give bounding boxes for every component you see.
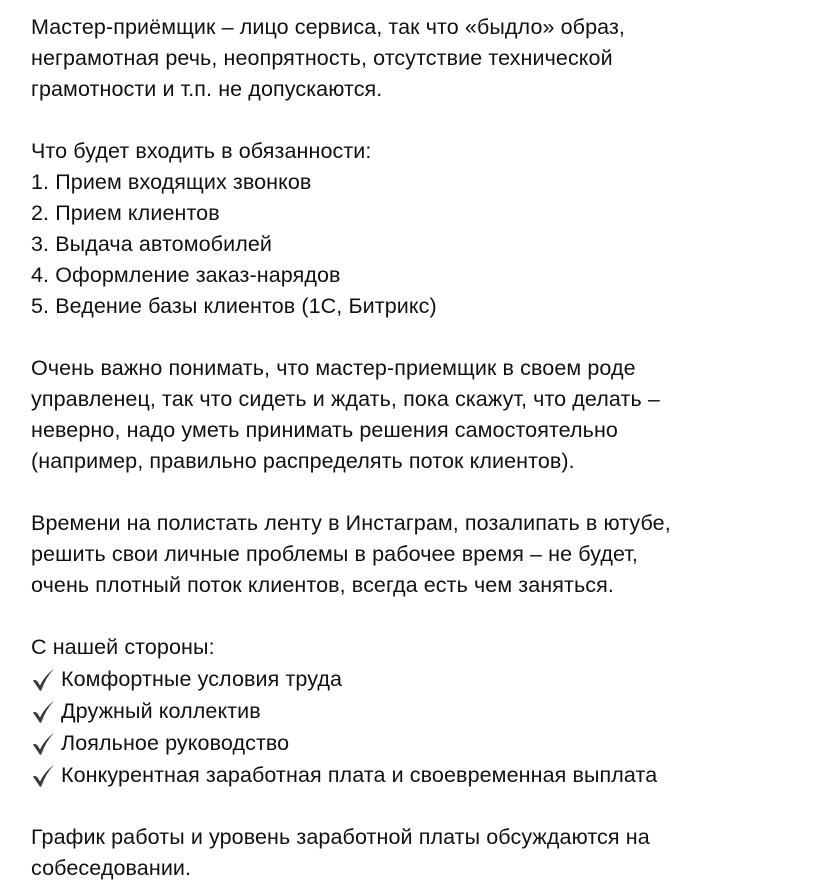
benefits-heading: С нашей стороны: bbox=[31, 635, 215, 659]
check-mark-icon bbox=[29, 697, 57, 725]
intro-paragraph bbox=[31, 12, 821, 105]
benefit-item bbox=[31, 663, 821, 695]
importance-line: Очень важно понимать, что мастер-приемщик в своем роде bbox=[31, 356, 636, 380]
workload-line: решить свои личные проблемы в рабочее время – не будет, bbox=[31, 542, 638, 566]
benefits-section bbox=[31, 632, 821, 791]
duties-section bbox=[31, 136, 821, 322]
intro-line: Мастер-приёмщик – лицо сервиса, так что «быдло» образ, bbox=[31, 15, 626, 39]
closing-paragraph bbox=[31, 822, 821, 884]
duty-item: 1. Прием входящих звонков bbox=[31, 170, 312, 194]
benefit-label: Конкурентная заработная плата и своевременная выплата bbox=[61, 762, 658, 787]
importance-paragraph bbox=[31, 353, 821, 477]
intro-line: грамотности и т.п. не допускаются. bbox=[31, 77, 383, 101]
closing-line: График работы и уровень заработной платы обсуждаются на bbox=[31, 825, 650, 849]
benefit-item bbox=[31, 759, 821, 791]
benefit-label: Комфортные условия труда bbox=[61, 666, 343, 691]
check-mark-icon bbox=[29, 729, 57, 757]
duty-item: 3. Выдача автомобилей bbox=[31, 232, 273, 256]
importance-line: управленец, так что сидеть и ждать, пока скажут, что делать – bbox=[31, 387, 660, 411]
workload-paragraph bbox=[31, 508, 821, 601]
duty-item: 4. Оформление заказ-нарядов bbox=[31, 263, 341, 287]
importance-line: (например, правильно распределять поток клиентов). bbox=[31, 449, 575, 473]
check-mark-icon bbox=[29, 665, 57, 693]
paragraph-gap bbox=[31, 601, 821, 632]
benefit-item bbox=[31, 695, 821, 727]
check-mark-icon bbox=[29, 761, 57, 789]
duty-item: 5. Ведение базы клиентов (1С, Битрикс) bbox=[31, 294, 437, 318]
workload-line: Времени на полистать ленту в Инстаграм, позалипать в ютубе, bbox=[31, 511, 671, 535]
intro-line: неграмотная речь, неопрятность, отсутствие технической bbox=[31, 46, 613, 70]
workload-line: очень плотный поток клиентов, всегда есть чем заняться. bbox=[31, 573, 614, 597]
closing-line: собеседовании. bbox=[31, 856, 192, 880]
paragraph-gap bbox=[31, 791, 821, 822]
paragraph-gap bbox=[31, 105, 821, 136]
paragraph-gap bbox=[31, 477, 821, 508]
benefit-item bbox=[31, 727, 821, 759]
importance-line: неверно, надо уметь принимать решения самостоятельно bbox=[31, 418, 618, 442]
job-post-text bbox=[31, 12, 821, 884]
benefit-label: Лояльное руководство bbox=[61, 730, 290, 755]
paragraph-gap bbox=[31, 322, 821, 353]
duty-item: 2. Прием клиентов bbox=[31, 201, 220, 225]
duties-heading: Что будет входить в обязанности: bbox=[31, 139, 372, 163]
benefit-label: Дружный коллектив bbox=[61, 698, 261, 723]
